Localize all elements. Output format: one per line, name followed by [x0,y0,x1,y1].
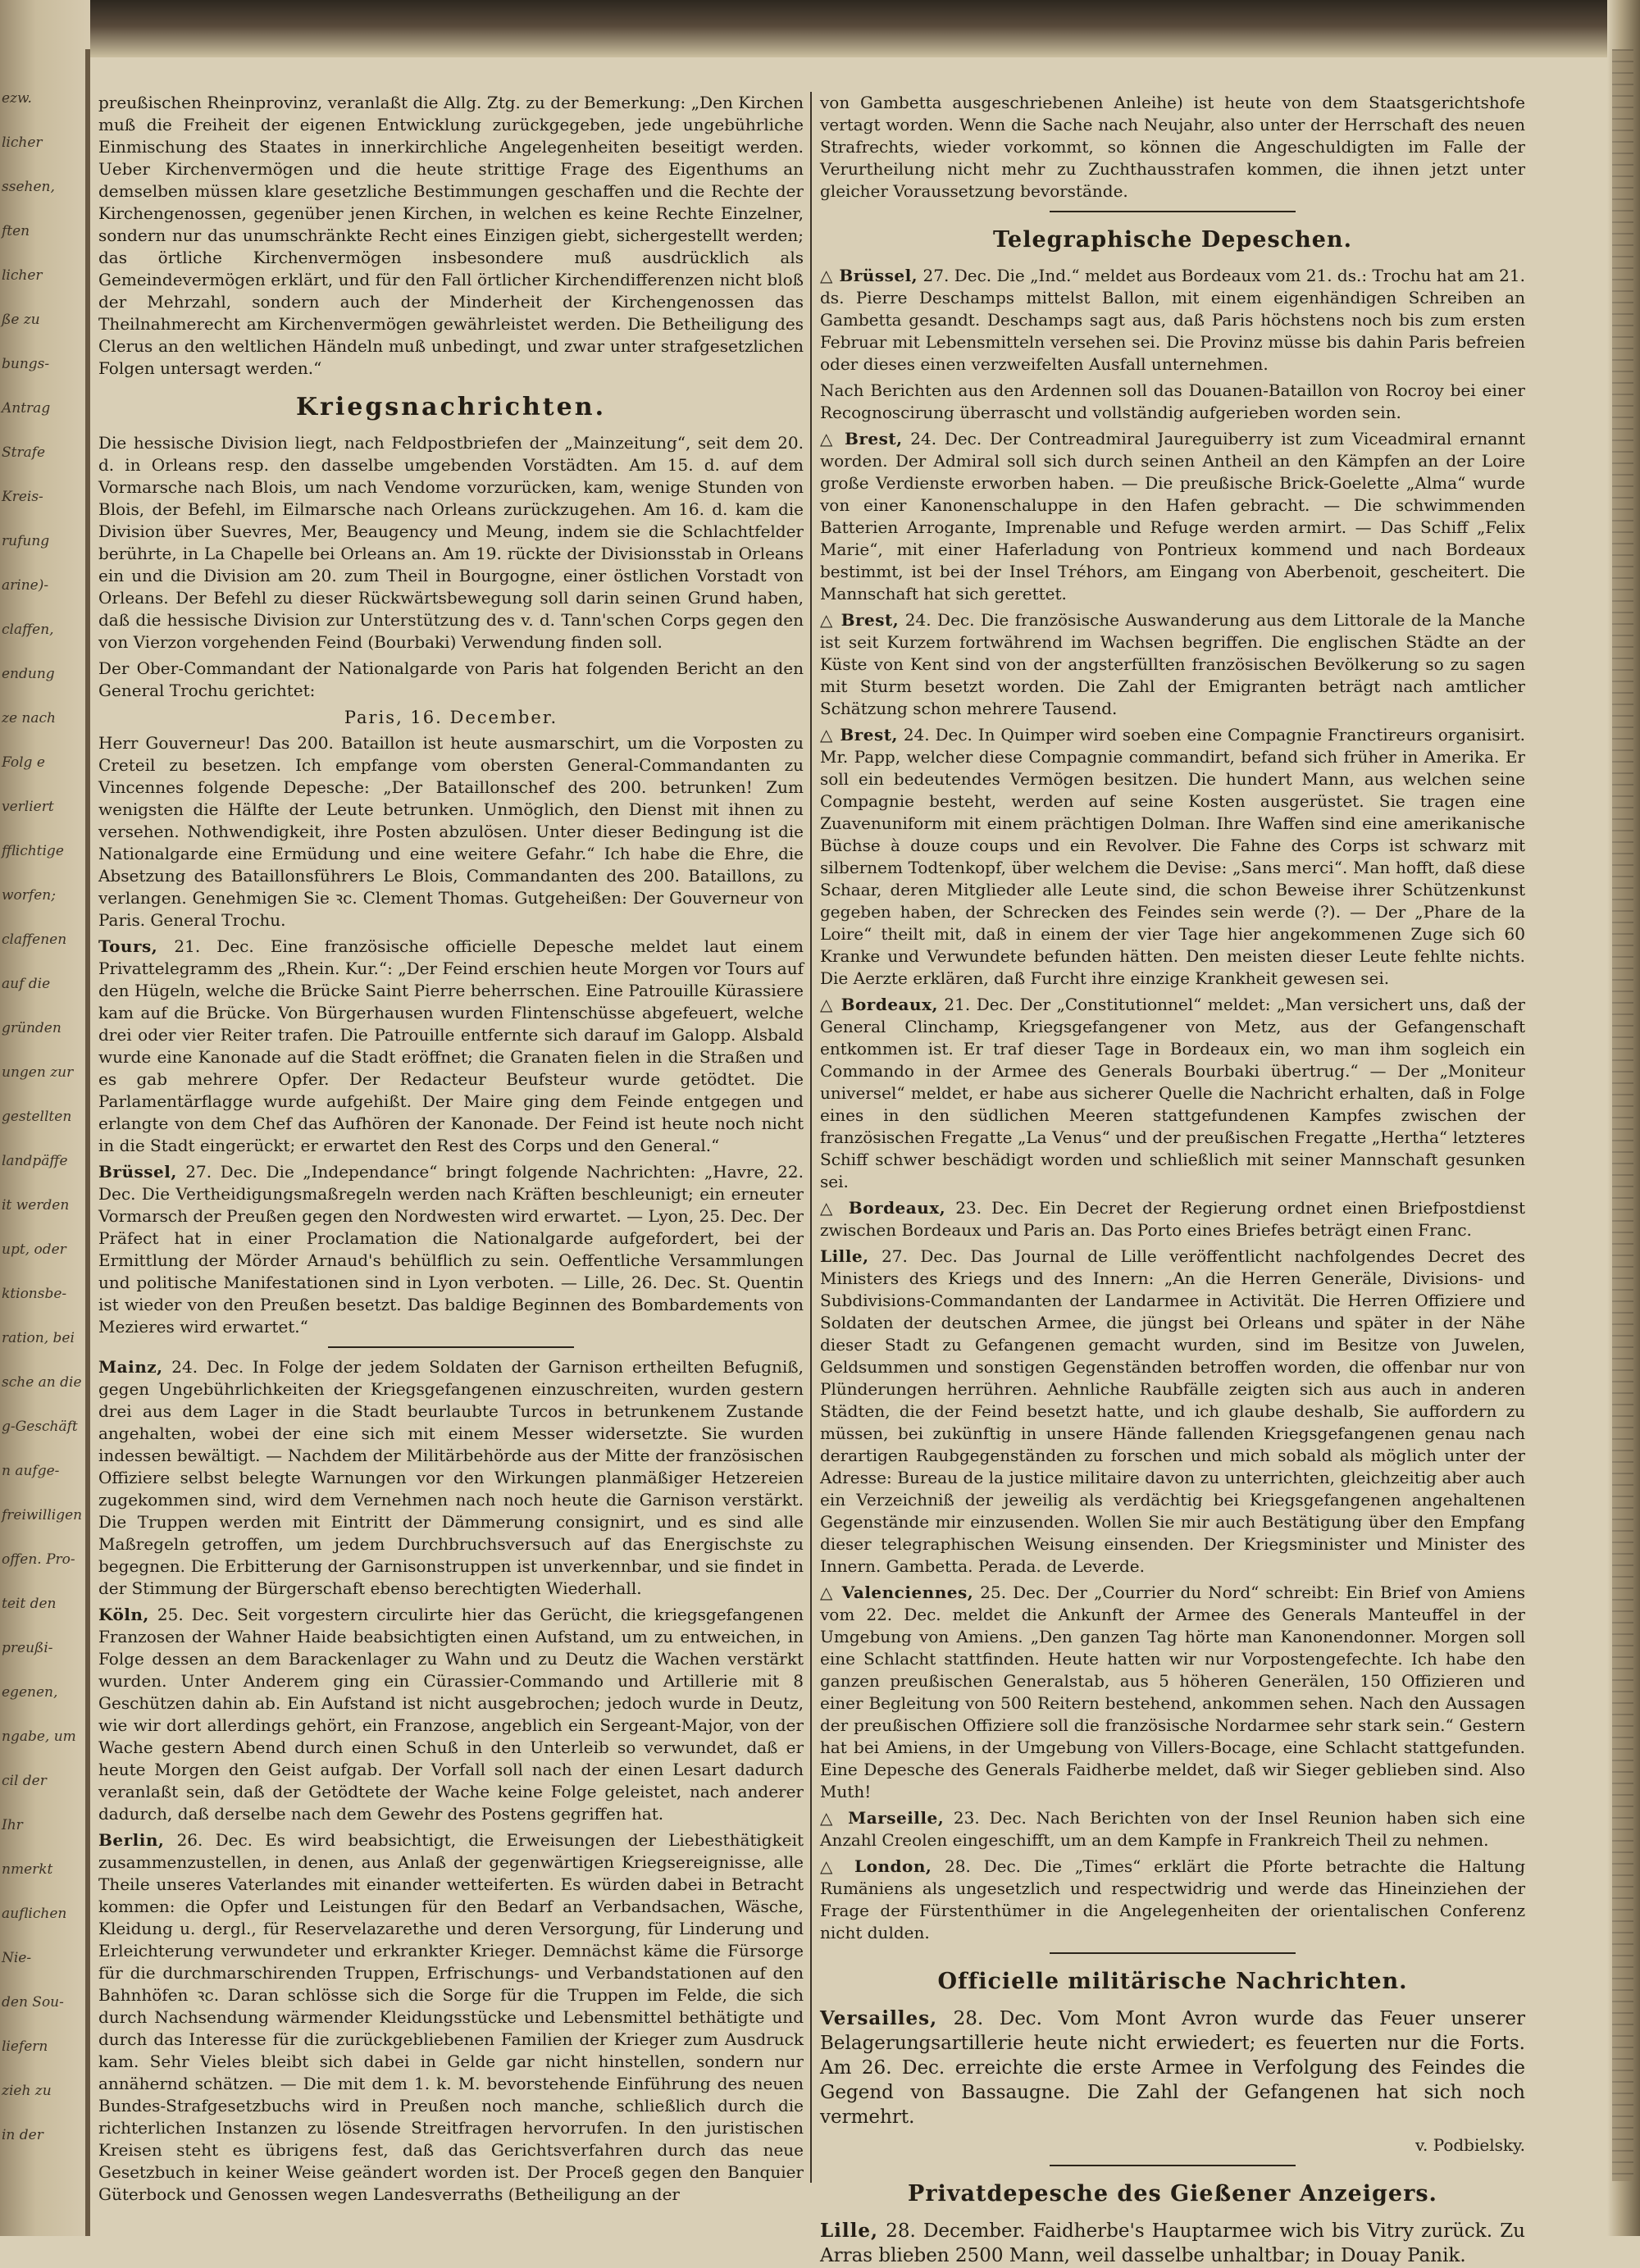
dispatch-location: △ Brest, [820,610,900,630]
article-paragraph [820,380,1525,424]
article-paragraph [820,1807,1525,1851]
article-paragraph [820,994,1525,1193]
section-rule [1050,1952,1296,1954]
dispatch-location: △ Marseille, [820,1808,945,1828]
paragraph-text: 24. Dec. Der Contreadmiral Jaureguiberry ist zum Viceadmiral ernannt worden. Der Admiral soll sich durch seinen Antheil an den Kämpfen an der Loire große Verdienste erworben haben. — Die preußische Brick-Goelette „Alma“ wurde von einer Kanonenschaluppe in den Hafen gebracht. — Die schwimmenden Batterien Arrogante, Imprenable und Refuge werden armirt. — Das Schiff „Felix Marie“, mit einer Haferladung von Pontrieux kommend und nach Bordeaux bestimmt, ist bei der Insel Tréhors, am Eingang von Aberbenoit, gescheitert. Die Mannschaft hat sich gerettet. [820,429,1525,603]
margin-fragment: Ihr [2,1817,23,1833]
margin-fragment: auf die [2,976,51,992]
article-paragraph [98,1356,804,1600]
dispatch-location: Brüssel, [98,1162,177,1182]
margin-fragment: auflichen [2,1906,67,1922]
dispatch-location: △ Bordeaux, [820,995,938,1014]
dispatch-location: △ Brest, [820,725,898,745]
margin-fragment: claffenen [2,931,67,948]
binding-edge [1612,49,1633,2181]
margin-fragment: it werden [2,1197,70,1214]
margin-fragment: den Sou- [2,1994,64,2011]
margin-fragment: gestellten [2,1109,72,1125]
section-heading: Officielle militärische Nachrichten. [937,1969,1408,1994]
paragraph-text: 25. Dec. Der „Courrier du Nord“ schreibt: Ein Brief von Amiens vom 22. Dec. meldet die Ankunft der Armee des Generals Manteuffel in der Umgebung von Amiens. „Den ganzen Tag hörte man Kanonendonner. Morgen soll eine Schlacht stattfinden. Heute hatten wir nur Vorpostengefechte. Ich habe den ganzen preußischen Generalstab, aus 5 höheren Generälen, 150 Offizieren und einer Begleitung von 500 Reitern bestehend, ankommen sehen. Nach den Aussagen der preußischen Offiziere soll die französische Nordarmee sehr stark sein.“ Gestern hat bei Amiens, in der Umgebung von Villers-Bocage, eine Schlacht stattgefunden. Eine Depesche des Generals Faidherbe meldet, daß wir Sieger geblieben sind. Also Muth! [820,1583,1525,1801]
article-paragraph [98,1161,804,1338]
paragraph-text: 27. Dec. Die „Independance“ bringt folgende Nachrichten: „Havre, 22. Dec. Die Vertheidigungsmaßregeln werden nach Kräften beschleunigt; ein erneuter Vormarsch der Preußen gegen den Nordwesten wird erwartet. — Lyon, 25. Dec. Der Präfect hat in einer Proclamation die Nationalgarde aufgefordert, bei der Ermittlung der Mörder Arnaud's behülflich zu sein. Oeffentliche Versammlungen und politische Manifestationen sind in Lyon verboten. — Lille, 26. Dec. St. Quentin ist wieder von den Preußen besetzt. Das baldige Beginnen des Bombardements von Mezieres wird erwartet.“ [98,1162,804,1337]
margin-fragment: ften [2,223,30,239]
paragraph-text: 25. Dec. Seit vorgestern circulirte hier das Gerücht, die kriegsgefangenen Franzosen der Wahner Haide beabsichtigten einen Aufstand, um zu entweichen, in Folge dessen an dem Barackenlager zu Wahn und zu Deutz die Wachen verstärkt wurden. Unter Anderem ging ein Cürassier-Commando und Artillerie mit 8 Geschützen dahin ab. Ein Aufstand ist nicht ausgebrochen; jedoch wurde in Deutz, wie wir dort allerdings gehört, ein Franzose, angeblich ein Sergeant-Major, von der Wache gestern Abend durch einen Schuß in den Unterleib so verwundet, daß er heute Morgen den Geist aufgab. Der Vorfall soll nach der einen Lesart dadurch veranlaßt sein, daß der Getödtete der Wache keine Folge geleistet, nach anderer dadurch, daß derselbe nach dem Gewehr des Postens gegriffen hat. [98,1605,804,1824]
margin-fragment: freiwilligen [2,1507,83,1523]
margin-fragment: worfen; [2,887,56,904]
margin-fragment: Antrag [2,400,51,417]
margin-fragment: rufung [2,533,50,549]
margin-fragment: sche an die [2,1374,82,1391]
margin-fragment: verliert [2,799,54,815]
margin-fragment: ze nach [2,710,56,726]
margin-fragment: ngabe, um [2,1728,76,1745]
article-paragraph [820,1246,1525,1578]
margin-fragment: Nie- [2,1950,32,1966]
column-divider [810,92,812,2183]
dispatch-location: Berlin, [98,1830,165,1850]
margin-fragment: cil der [2,1773,47,1789]
margin-fragment: n aufge- [2,1463,60,1479]
paragraph-text: 23. Dec. Ein Decret der Regierung ordnet einen Briefpostdienst zwischen Bordeaux und Paris an. Das Porto eines Briefes beträgt einen Franc. [820,1198,1525,1240]
margin-fragment: ezw. [2,90,32,107]
article-paragraph [98,92,804,380]
paragraph-text: 23. Dec. Nach Berichten von der Insel Reunion haben sich eine Anzahl Creolen eingeschifft, um an dem Kampfe in Frankreich Theil zu nehmen. [820,1808,1526,1850]
article-paragraph [820,1197,1525,1241]
section-heading: Telegraphische Depeschen. [993,227,1352,253]
dispatch-location: △ Brüssel, [820,266,918,285]
margin-fragment: teit den [2,1596,57,1612]
margin-fragment: bungs- [2,356,50,372]
paragraph-text: von Gambetta ausgeschriebenen Anleihe) ist heute von dem Staatsgerichtshofe vertagt worden. Wenn die Sache nach Neujahr, also unter der Herrschaft des neuen Strafrechts, wieder vorkommt, so können die Angeschuldigten im Falle der Verurtheilung nicht mehr zu Zuchthausstrafen kommen, die ihnen jetzt unter gleicher Voraussetzung bevorstände. [820,93,1525,201]
margin-fragment: gründen [2,1020,61,1036]
dispatch-location: Lille, [820,1246,869,1266]
dispatch-location: Köln, [98,1605,149,1624]
section-rule [1050,211,1296,212]
paragraph-text: Die hessische Division liegt, nach Feldpostbriefen der „Mainzeitung“, seit dem 20. d. in Orleans resp. den dasselbe umgebenden Vorstädten. Am 15. d. auf dem Vormarsche nach Blois, um nach Vendome vorzurücken, kam, wenige Stunden von Blois, der Befehl, im Eilmarsche nach Orleans zurückzugehen. Am 16. d. kam die Division über Suevres, Mer, Beaugency und Meung, indem sie die Schlachtfelder berührte, in La Chapelle bei Orleans an. Am 19. rückte der Divisionsstab in Orleans ein und die Division am 20. zum Theil in Bourgogne, einer östlichen Vorstadt von Orleans. Der Befehl zu dieser Rückwärtsbewegung soll darin seinen Grund haben, daß die hessische Division zur Unterstützung des v. d. Tann'schen Corps gegen den von Vierzon vorgehenden Feind (Bourbaki) Verwendung finden soll. [98,433,804,652]
margin-fragment: arine)- [2,577,49,594]
left-column [98,92,804,2204]
article-paragraph [820,265,1525,376]
margin-fragment: g-Geschäft [2,1419,78,1435]
newspaper-page [98,92,1599,2266]
article-paragraph [820,2219,1525,2268]
paragraph-text: 24. Dec. Die französische Auswanderung aus dem Littorale de la Manche ist seit Kurzem fortwährend im Wachsen begriffen. Die englischen Städte an der Küste von Kent sind von der angsterfüllten französischen Bevölkerung so zu sagen mit Sturm besetzt worden. Die Zahl der Emigranten beträgt nach amtlicher Schätzung schon mehrere Tausend. [820,610,1525,718]
article-paragraph [820,609,1525,720]
section-rule [1050,2165,1296,2166]
section-rule [328,1346,574,1348]
dispatch-location: △ Bordeaux, [820,1198,946,1218]
dispatch-location: Versailles, [820,2007,938,2029]
paragraph-text: 27. Dec. Die „Ind.“ meldet aus Bordeaux vom 21. ds.: Trochu hat am 21. ds. Pierre Deschamps mittelst Ballon, mit einem eigenhändigen Schreiben an Gambetta gesandt. Deschamps sagt aus, daß Paris höchstens noch bis zum ersten Februar mit Lebensmitteln versehen sei. Die Provinz müsse bis dahin Paris befreien oder dieses einen verzweifelten Ausfall unternehmen. [820,266,1525,374]
paragraph-text: Der Ober-Commandant der Nationalgarde von Paris hat folgenden Bericht an den General Trochu gerichtet: [98,658,804,700]
margin-fragment: in der [2,2127,43,2143]
dispatch-location: △ Brest, [820,429,903,449]
margin-fragment: licher [2,267,43,284]
paragraph-text: 21. Dec. Der „Constitutionnel“ meldet: „Man versichert uns, daß der General Clinchamp, Kriegsgefangener von Metz, aus der Gefangenschaft entkommen ist. Er traf dieser Tage in Bordeaux ein, wo man ihm sogleich ein Commando in der Armee des Generals Bourbaki übertrug.“ — Der „Moniteur universel“ meldet, er habe aus sicherer Quelle die Nachricht erhalten, daß in Folge eines in den südlichen Meeren stattgefundenen Kampfes zwischen der französischen Fregatte „La Venus“ und der preußischen Fregatte „Hertha“ letzteres Schiff schwer beschädigt worden und schließlich mit seiner Mannschaft gesunken sei. [820,995,1525,1191]
paragraph-text: 21. Dec. Eine französische officielle Depesche meldet laut einem Privattelegramm des „Rhein. Kur.“: „Der Feind erschien heute Morgen vor Tours auf den Hügeln, welche die Brücke Saint Pierre beherrschen. Eine Patrouille Kürassiere kam auf die Brücke. Von Bürgerhausen wurden Flintenschüsse abgefeuert, welche drei oder vier Reiter trafen. Die Patrouille entfernte sich darauf im Galopp. Alsbald wurde eine Kanonade auf die Stadt eröffnet; die Granaten fielen in die Straßen und es gab mehrere Opfer. Der Redacteur Beufsteur wurde getödtet. Die Parlamentärflagge wurde aufgehißt. Der Maire ging dem Feinde entgegen und erlangte von dem Chef das Aufhören der Kanonade. Der Feind ist heute noch nicht in die Stadt eingerückt; er erwartet den Rest des Corps und den General.“ [98,936,804,1155]
right-column [820,92,1526,2266]
section-heading: Kriegsnachrichten. [295,393,607,421]
article-paragraph [98,658,804,702]
margin-fragment: Strafe [2,444,46,461]
margin-fragment: preußi- [2,1640,53,1656]
article-paragraph [98,1604,804,1825]
margin-fragment: endung [2,666,55,682]
paragraph-text: 27. Dec. Das Journal de Lille veröffentlicht nachfolgendes Decret des Ministers des Kriegs und des Innern: „An die Herren Generäle, Divisions- und Subdivisions-Commandanten der Landarmee in Activität. Die Herren Offiziere und Soldaten der deutschen Armee, die jüngst bei Orleans und später in der Nähe dieser Stadt zu Gefangenen gemacht wurden, sind im Besitze von Juwelen, Geldsummen und sonstigen Gegenständen betroffen worden, die offenbar nur von Plünderungen herrühren. Aehnliche Raubfälle zeigten sich aus auch in anderen Städten, die der Feind besetzt hatte, und ich glaube deshalb, Sie auffordern zu müssen, bei zukünftig in unsere Hände fallenden Kriegsgefangenen genau nach derartigen Raubgegenständen zu forschen und mich sobald als möglich unter der Adresse: Bureau de la justice militaire davon zu unterrichten, gleichzeitig aber auch ein Verzeichniß der jeweilig als verdächtig bei Kriegsgefangenen angehaltenen Gegenstände mir einzusenden. Wollen Sie mir auch Bestätigung über den Empfang dieser telegraphischen Weisung einsenden. Der Kriegsminister und Minister des Innern. Gambetta. Perada. de Leverde. [820,1246,1525,1576]
margin-fragment: ssehen, [2,179,55,195]
previous-page-margin [2,90,83,2222]
margin-fragment: fflichtige [2,843,64,859]
paragraph-text: 24. Dec. In Quimper wird soeben eine Compagnie Franctireurs organisirt. Mr. Papp, welcher diese Compagnie commandirt, befand sich früher in Amerika. Er soll ein bedeutendes Vermögen besitzen. Die hundert Mann, aus welchen seine Compagnie besteht, werden auf seine Kosten ausgerüstet. Sie tragen eine Zuavenuniform mit einem prächtigen Dolman. Ihre Waffen sind eine amerikanische Büchse à douze coups und ein Revolver. Die Fahne des Corps ist schwarz mit silbernem Todtenkopf, über welchem die Devise: „Sans merci“. Man hofft, daß diese Schaar, deren Mitglieder alle Leute sind, die schon Beweise ihrer Schützenkunst gegeben haben, der Schrecken des Feindes sein werde (?). — Der „Phare de la Loire“ theilt mit, daß in einem der vier Tage hier angekommenen Zuge sich 60 Kranke und Verwundete befunden hätten. Den meisten dieser Leute fehlte nichts. Die Aerzte erklären, daß Furcht ihre einzige Krankheit gewesen sei. [820,725,1525,988]
dispatch-location: Mainz, [98,1357,163,1377]
paragraph-text: 28. Dec. Vom Mont Avron wurde das Feuer unserer Belagerungsartillerie heute nicht erwiedert; es feuerten nur die Forts. Am 26. Dec. erreichte die erste Armee in Verfolgung des Feindes die Gegend von Bassaugne. Die Zahl der Gefangenen hat sich noch vermehrt. [820,2008,1525,2128]
margin-fragment: claffen, [2,622,54,638]
paragraph-text: 26. Dec. Es wird beabsichtigt, die Erweisungen der Liebesthätigkeit zusammenzustellen, in denen, aus Anlaß der gegenwärtigen Kriegsereignisse, alle Theile unseres Vaterlandes mit einander wetteiferten. Es würden dabei in Betracht kommen: die Opfer und Leistungen für den Bedarf an Verbandsachen, Wäsche, Kleidung u. dergl., für Reservelazarethe und deren Versorgung, für Linderung und Erleichterung verwundeter und erkrankter Krieger. Demnächst käme die Fürsorge für die durchmarschirenden Truppen, Erfrischungs- und Verbandstationen auf den Bahnhöfen ꝛc. Daran schlösse sich die Sorge für die Truppen im Felde, die sich durch Nachsendung wärmender Kleidungsstücke und Lebensmittel bethätigte und durch das Interesse für die zurückgebliebenen Familien der Krieger zum Ausdruck kam. Sehr Vieles bleibt sich dabei in Gelde gar nicht hinstellen, sondern nur annähernd schätzen. — Die mit dem 1. k. M. bevorstehende Einführung des neuen Bundes-Strafgesetzbuchs wird in Preußen noch manche, schließlich durch die richterlichen Instanzen zu lösende Streitfragen hervorrufen. In den juristischen Kreisen steht es übrigens fest, daß das Gerichtsverfahren durch das neue Gesetzbuch in keiner Weise geändert worden ist. Der Proceß gegen den Banquier Güterbock und Genossen wegen Landesverraths (Betheiligung an der [98,1830,804,2204]
dispatch-location: Lille, [820,2220,879,2242]
article-paragraph [820,1582,1525,1803]
paragraph-text: Nach Berichten aus den Ardennen soll das Douanen-Bataillon von Rocroy bei einer Recognoscirung überrascht und vollständig aufgerieben worden sein. [820,380,1525,422]
margin-fragment: offen. Pro- [2,1551,75,1568]
paragraph-text: 28. December. Faidherbe's Hauptarmee wich bis Vitry zurück. Zu Arras blieben 2500 Mann, weil dasselbe unhaltbar; in Douay Panik. [820,2220,1525,2266]
margin-fragment: Folg e [2,754,45,771]
margin-fragment: liefern [2,2038,48,2055]
article-paragraph [98,1829,804,2206]
signature: v. Podbielsky. [1415,2135,1525,2155]
margin-fragment: egenen, [2,1684,58,1701]
margin-fragment: ungen zur [2,1064,74,1081]
article-paragraph [98,432,804,654]
paragraph-text: Herr Gouverneur! Das 200. Bataillon ist heute ausmarschirt, um die Vorposten zu Creteil zu besetzen. Ich empfange vom obersten General-Commandanten zu Vincennes folgende Depesche: „Der Bataillonschef des 200. betrunken! Zum wenigsten die Hälfte der Leute betrunken. Unmöglich, den Dienst mit ihnen zu versehen. Nothwendigkeit, ihre Posten abzulösen. Unter dieser Bedingung ist die Nationalgarde eine Ermüdung und eine weitere Gefahr.“ Ich habe die Ehre, die Absetzung des Bataillonsführers Le Blois, Commandanten des 200. Bataillons, zu verlangen. Genehmigen Sie ꝛc. Clement Thomas. Gutgeheißen: Der Gouverneur von Paris. General Trochu. [98,733,804,930]
article-paragraph [820,92,1525,203]
article-paragraph [820,428,1525,605]
article-paragraph [98,936,804,1157]
dispatch-location: △ London, [820,1856,932,1876]
margin-fragment: landpäffe [2,1153,68,1169]
paragraph-text: preußischen Rheinprovinz, veranlaßt die Allg. Ztg. zu der Bemerkung: „Den Kirchen muß die Freiheit der eigenen Entwicklung zurückgegeben, jede ungebührliche Einmischung des Staates in innerkirchliche Angelegenheiten beseitigt werden. Ueber Kirchenvermögen und die heute strittige Frage des Eigenthums an demselben müssen klare gesetzliche Bestimmungen geschaffen und die Rechte der Kirchengenossen, gegenüber jenen Kirchen, in welchen es keine Rechte Einzelner, sondern nur das unumschränkte Recht eines Einzigen giebt, sichergestellt werden; das örtliche Kirchenvermögen insbesondere muß ausdrücklich als Gemeindevermögen erklärt, und für den Fall örtlicher Kirchendifferenzen nicht bloß der Mehrzahl, sondern auch der Minderheit der Kirchengenossen das Theilnahmerecht am Kirchenvermögen gewährleistet werden. Die Betheiligung des Clerus an den weltlichen Händeln muß unbedingt, und zwar unter strafgesetzlichen Folgen untersagt werden.“ [98,93,804,378]
margin-fragment: upt, oder [2,1241,66,1258]
article-paragraph [820,724,1525,990]
article-paragraph [820,1856,1525,1944]
margin-fragment: licher [2,134,43,151]
article-paragraph [98,732,804,931]
dispatch-location: Tours, [98,936,158,956]
page-fold [85,49,90,2236]
scan-edge-top [0,0,1640,57]
article-paragraph [820,2006,1525,2129]
margin-fragment: Kreis- [2,489,43,505]
margin-fragment: ße zu [2,312,40,328]
margin-fragment: nmerkt [2,1861,53,1878]
paragraph-text: 28. Dec. Die „Times“ erklärt die Pforte betrachte die Haltung Rumäniens als ungesetzlich und respectwidrig und werde das Hineinziehen der Frage der Fürstenthümer in die Angelegenheiten der orientalischen Conferenz nicht dulden. [820,1856,1525,1942]
dispatch-location: △ Valenciennes, [820,1583,974,1602]
section-heading: Privatdepesche des Gießener Anzeigers. [908,2181,1437,2207]
margin-fragment: zieh zu [2,2083,52,2099]
dateline: Paris, 16. December. [344,708,558,727]
margin-fragment: ration, bei [2,1330,75,1346]
margin-fragment: ktionsbe- [2,1286,67,1302]
paragraph-text: 24. Dec. In Folge der jedem Soldaten der Garnison ertheilten Befugniß, gegen Ungebührlichkeiten der Kriegsgefangenen einzuschreiten, wurden gestern drei aus dem Lager in die Stadt beurlaubte Turcos in betrunkenem Zustande angehalten, wobei der eine sich mit einem Messer widersetzte. Sie wurden indessen bewältigt. — Nachdem der Militärbehörde aus der Mitte der französischen Offiziere selbst belegte Warnungen vor den Wirkungen planmäßiger Hetzereien zugekommen sind, wird dem Vernehmen nach noch heute die Garnison verstärkt. Die Truppen werden mit Eintritt der Dämmerung consignirt, und es sind alle Maßregeln getroffen, um jedem Durchbruchsversuch auf das Energischste zu begegnen. Die Erbitterung der Garnisonstruppen ist unverkennbar, und sie findet in der Stimmung der Bürgerschaft ebenso berechtigten Wiederhall. [98,1357,804,1598]
